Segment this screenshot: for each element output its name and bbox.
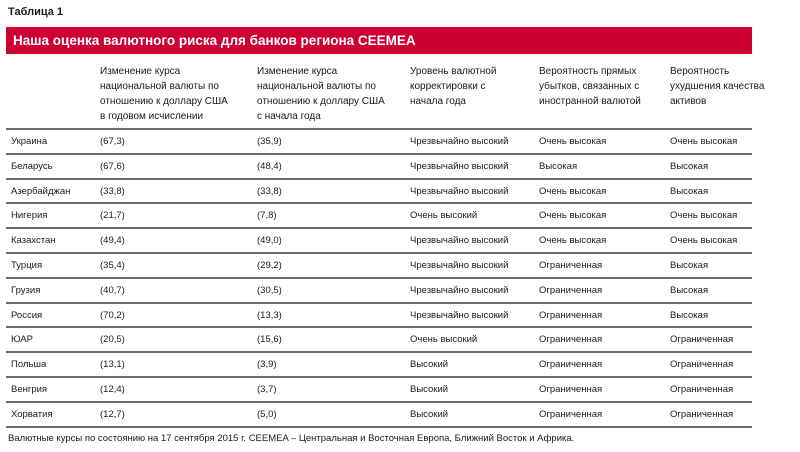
table-row <box>6 378 752 403</box>
cell-asset-quality-probability: Высокая <box>670 259 709 271</box>
cell-asset-quality-probability: Очень высокая <box>670 210 738 222</box>
cell-fx-loss-probability: Очень высокая <box>539 185 607 197</box>
cell-yoy-change: (21,7) <box>100 210 125 222</box>
cell-ytd-change: (48,4) <box>257 160 282 172</box>
table-row <box>6 130 752 155</box>
cell-fx-loss-probability: Ограниченная <box>539 408 603 420</box>
table-row <box>6 204 752 229</box>
cell-yoy-change: (12,7) <box>100 408 125 420</box>
table-row <box>6 328 752 353</box>
cell-yoy-change: (67,3) <box>100 136 125 147</box>
cell-fx-loss-probability: Ограниченная <box>539 309 603 321</box>
cell-correction-level: Высокий <box>410 359 449 371</box>
cell-ytd-change: (30,5) <box>257 284 282 296</box>
cell-country: Хорватия <box>11 408 53 420</box>
cell-yoy-change: (13,1) <box>100 359 125 371</box>
cell-ytd-change: (49,0) <box>257 235 282 247</box>
cell-yoy-change: (20,5) <box>100 334 125 346</box>
cell-asset-quality-probability: Высокая <box>670 309 709 321</box>
cell-correction-level: Чрезвычайно высокий <box>410 160 509 172</box>
table-row <box>6 403 752 428</box>
cell-ytd-change: (35,9) <box>257 136 282 147</box>
cell-fx-loss-probability: Высокая <box>539 160 578 172</box>
cell-yoy-change: (12,4) <box>100 383 125 395</box>
cell-asset-quality-probability: Ограниченная <box>670 359 734 371</box>
cell-fx-loss-probability: Ограниченная <box>539 284 603 296</box>
cell-country: Беларусь <box>11 160 53 172</box>
cell-correction-level: Очень высокий <box>410 210 478 222</box>
cell-country: ЮАР <box>11 334 33 346</box>
cell-correction-level: Чрезвычайно высокий <box>410 284 509 296</box>
table-row <box>6 279 752 304</box>
table-row <box>6 353 752 378</box>
cell-fx-loss-probability: Ограниченная <box>539 359 603 371</box>
cell-correction-level: Чрезвычайно высокий <box>410 185 509 197</box>
cell-asset-quality-probability: Очень высокая <box>670 136 738 147</box>
cell-ytd-change: (33,8) <box>257 185 282 197</box>
cell-ytd-change: (3,9) <box>257 359 277 371</box>
cell-asset-quality-probability: Высокая <box>670 284 709 296</box>
cell-fx-loss-probability: Очень высокая <box>539 136 607 147</box>
cell-fx-loss-probability: Очень высокая <box>539 210 607 222</box>
cell-country: Казахстан <box>11 235 56 247</box>
cell-country: Азербайджан <box>11 185 71 197</box>
cell-correction-level: Очень высокий <box>410 334 478 346</box>
cell-country: Грузия <box>11 284 41 296</box>
cell-country: Украина <box>11 136 48 147</box>
table-row <box>6 229 752 254</box>
cell-correction-level: Чрезвычайно высокий <box>410 309 509 321</box>
header-fx-loss-probability: Вероятность прямых убытков, связанных с иностранной валютой <box>539 66 641 107</box>
cell-yoy-change: (67,6) <box>100 160 125 172</box>
cell-asset-quality-probability: Ограниченная <box>670 334 734 346</box>
cell-yoy-change: (40,7) <box>100 284 125 296</box>
cell-fx-loss-probability: Очень высокая <box>539 235 607 247</box>
cell-correction-level: Чрезвычайно высокий <box>410 235 509 247</box>
header-asset-quality-probability: Вероятность ухудшения качества активов <box>670 66 765 107</box>
cell-fx-loss-probability: Ограниченная <box>539 334 603 346</box>
cell-ytd-change: (29,2) <box>257 259 282 271</box>
cell-asset-quality-probability: Ограниченная <box>670 383 734 395</box>
table-row <box>6 304 752 329</box>
cell-correction-level: Чрезвычайно высокий <box>410 136 509 147</box>
cell-ytd-change: (15,6) <box>257 334 282 346</box>
cell-yoy-change: (35,4) <box>100 259 125 271</box>
cell-ytd-change: (5,0) <box>257 408 277 420</box>
cell-country: Венгрия <box>11 383 48 395</box>
table-row <box>6 155 752 180</box>
cell-fx-loss-probability: Ограниченная <box>539 259 603 271</box>
header-correction-level: Уровень валютной корректировки с начала года <box>410 66 497 107</box>
cell-yoy-change: (70,2) <box>100 309 125 321</box>
cell-country: Турция <box>11 259 43 271</box>
cell-asset-quality-probability: Высокая <box>670 185 709 197</box>
cell-ytd-change: (7,8) <box>257 210 277 222</box>
cell-ytd-change: (13,3) <box>257 309 282 321</box>
table-label: Таблица 1 <box>8 6 64 18</box>
table-row <box>6 180 752 205</box>
header-yoy-change: Изменение курса национальной валюты по отношению к доллару США в годовом исчислении <box>100 66 228 122</box>
footnote: Валютные курсы по состоянию на 17 сентября 2015 г. CEEMEA – Центральная и Восточная Европа, Ближний Восток и Африка. <box>8 433 575 444</box>
cell-asset-quality-probability: Очень высокая <box>670 235 738 247</box>
cell-fx-loss-probability: Ограниченная <box>539 383 603 395</box>
cell-yoy-change: (49,4) <box>100 235 125 247</box>
cell-correction-level: Высокий <box>410 408 449 420</box>
table-row <box>6 254 752 279</box>
cell-correction-level: Чрезвычайно высокий <box>410 259 509 271</box>
cell-asset-quality-probability: Ограниченная <box>670 408 734 420</box>
cell-country: Польша <box>11 359 47 371</box>
header-ytd-change: Изменение курса национальной валюты по отношению к доллару США с начала года <box>257 66 385 122</box>
cell-country: Нигерия <box>11 210 48 222</box>
cell-ytd-change: (3,7) <box>257 383 277 395</box>
cell-correction-level: Высокий <box>410 383 449 395</box>
cell-country: Россия <box>11 309 43 321</box>
table-title-banner: Наша оценка валютного риска для банков региона CEEMEA <box>6 27 752 54</box>
table-body <box>6 128 752 428</box>
cell-asset-quality-probability: Высокая <box>670 160 709 172</box>
cell-yoy-change: (33,8) <box>100 185 125 197</box>
